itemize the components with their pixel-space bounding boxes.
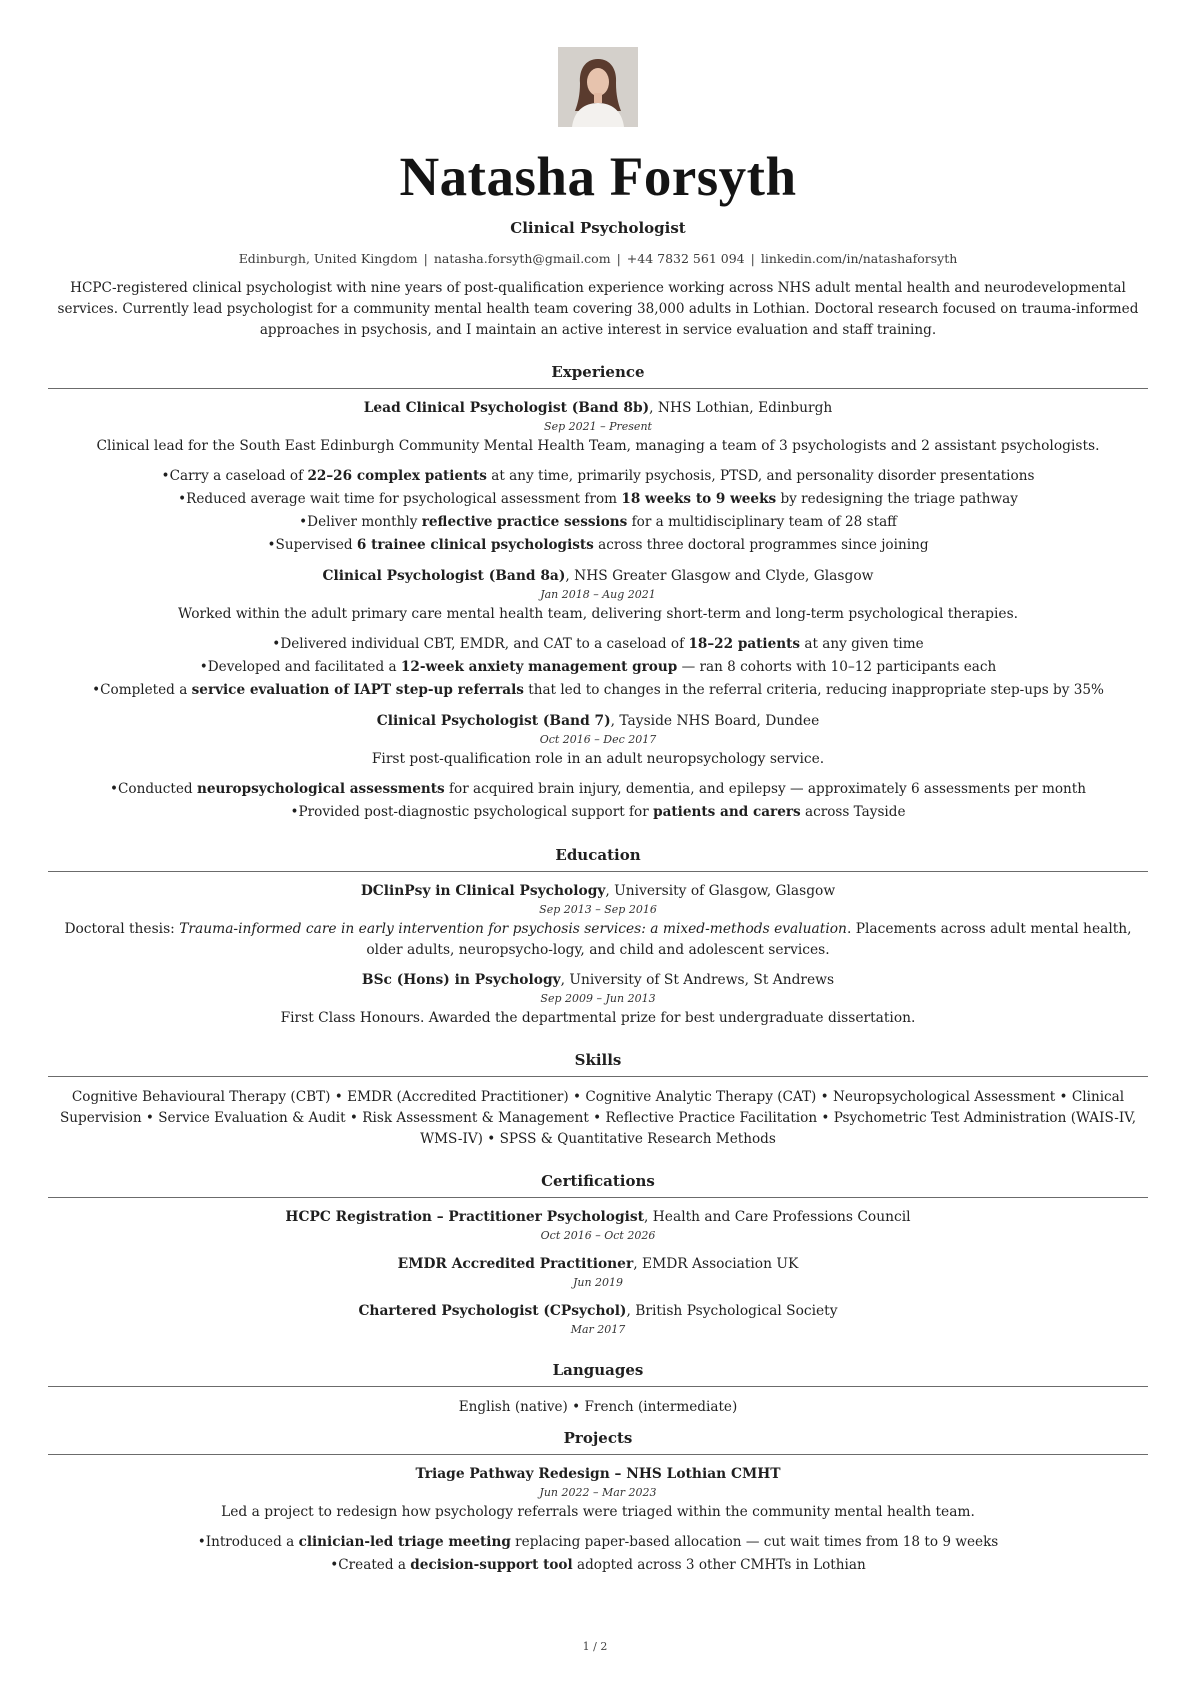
- section-title-experience: Experience: [48, 363, 1148, 389]
- email-link[interactable]: natasha.forsyth@gmail.com: [433, 251, 611, 266]
- job-title: Lead Clinical Psychologist (Band 8b): [363, 400, 650, 416]
- issuer: , Health and Care Professions Council: [644, 1209, 911, 1225]
- candidate-name: Natasha Forsyth: [399, 146, 797, 207]
- degree: DClinPsy in Clinical Psychology: [360, 883, 606, 899]
- education-entry: [48, 971, 1148, 1029]
- bullet-list: [48, 778, 1148, 824]
- skills-list: Cognitive Behavioural Therapy (CBT) • EMDR (Accredited Practitioner) • Cognitive Analytic Therapy (CAT) • Neuropsychological Assessment • Clinical Supervision • Service Evaluation & Audit • Risk Assessment & Management • Reflective Practice Facilitation • Psychometric Test Administration (WAIS-IV, WMS-IV) • SPSS & Quantitative Research Methods: [59, 1089, 1137, 1147]
- experience-entry: [48, 567, 1148, 702]
- section-title-education: Education: [48, 846, 1148, 872]
- bullet-list: [48, 465, 1148, 557]
- employer: , NHS Greater Glasgow and Clyde, Glasgow: [565, 568, 874, 584]
- section-title-languages: Languages: [48, 1361, 1148, 1387]
- certification-title: Chartered Psychologist (CPsychol): [358, 1303, 627, 1319]
- entry-description: First Class Honours. Awarded the departmental prize for best undergraduate dissertation.: [280, 1010, 916, 1026]
- separator: |: [616, 251, 621, 266]
- entry-heading: [48, 712, 1148, 731]
- degree: BSc (Hons) in Psychology: [361, 972, 561, 988]
- entry-heading: [48, 399, 1148, 418]
- person-portrait-icon: [558, 47, 638, 127]
- certification-entry: [48, 1208, 1148, 1245]
- bullet-item: • Deliver monthly reflective practice sessions for a multidisciplinary team of 28 staff: [48, 511, 1148, 534]
- entry-date: Oct 2016 – Oct 2026: [540, 1229, 656, 1242]
- section-title-skills: Skills: [48, 1051, 1148, 1077]
- certification-entry: [48, 1255, 1148, 1292]
- entry-date: Sep 2009 – Jun 2013: [540, 992, 656, 1005]
- entry-date: Jan 2018 – Aug 2021: [540, 588, 656, 601]
- entry-heading: [48, 1465, 1148, 1484]
- bullet-item: • Carry a caseload of 22–26 complex patients at any time, primarily psychosis, PTSD, and personality disorder presentations: [48, 465, 1148, 488]
- entry-heading: [48, 1255, 1148, 1274]
- project-entry: [48, 1465, 1148, 1577]
- bullet-item: • Conducted neuropsychological assessments for acquired brain injury, dementia, and epilepsy — approximately 6 assessments per month: [48, 778, 1148, 801]
- phone: +44 7832 561 094: [626, 251, 745, 266]
- entry-heading: [48, 971, 1148, 990]
- bullet-item: • Provided post-diagnostic psychological support for patients and carers across Tayside: [48, 801, 1148, 824]
- bullet-item: • Reduced average wait time for psychological assessment from 18 weeks to 9 weeks by redesigning the triage pathway: [48, 488, 1148, 511]
- bullet-item: • Developed and facilitated a 12-week anxiety management group — ran 8 cohorts with 10–12 participants each: [48, 656, 1148, 679]
- job-title: Clinical Psychologist (Band 8a): [322, 568, 566, 584]
- entry-description: First post-qualification role in an adult neuropsychology service.: [371, 751, 825, 767]
- certification-entry: [48, 1302, 1148, 1339]
- job-title: Clinical Psychologist (Band 7): [376, 713, 611, 729]
- page-number: 1 / 2: [582, 1640, 608, 1653]
- education-entry: [48, 882, 1148, 961]
- entry-date: Sep 2013 – Sep 2016: [539, 903, 657, 916]
- entry-date: Jun 2019: [572, 1276, 624, 1289]
- issuer: , British Psychological Society: [626, 1303, 838, 1319]
- bullet-list: [48, 633, 1148, 702]
- resume-page: [48, 47, 1148, 1577]
- institution: , University of St Andrews, St Andrews: [560, 972, 835, 988]
- thesis-title: Trauma-informed care in early intervention for psychosis services: a mixed-methods evaluation: [179, 921, 847, 937]
- certification-title: HCPC Registration – Practitioner Psychologist: [285, 1209, 644, 1225]
- project-title: Triage Pathway Redesign – NHS Lothian CMHT: [415, 1466, 781, 1482]
- employer: , Tayside NHS Board, Dundee: [610, 713, 820, 729]
- employer: , NHS Lothian, Edinburgh: [649, 400, 833, 416]
- bullet-item: • Delivered individual CBT, EMDR, and CAT to a caseload of 18–22 patients at any given time: [48, 633, 1148, 656]
- entry-date: Mar 2017: [570, 1323, 626, 1336]
- summary: HCPC-registered clinical psychologist with nine years of post-qualification experience working across NHS adult mental health and neurodevelopmental services. Currently lead psychologist for a community mental health team covering 38,000 adults in Lothian. Doctoral research focused on trauma-informed approaches in psychosis, and I maintain an active interest in service evaluation and staff training.: [57, 280, 1139, 338]
- entry-description: Clinical lead for the South East Edinburgh Community Mental Health Team, managing a team of 3 psychologists and 2 assistant psychologists.: [96, 438, 1100, 454]
- entry-heading: [48, 567, 1148, 586]
- languages-list: English (native) • French (intermediate): [458, 1399, 738, 1415]
- entry-description: Worked within the adult primary care mental health team, delivering short-term and long-term psychological therapies.: [177, 606, 1019, 622]
- location: Edinburgh, United Kingdom: [238, 251, 418, 266]
- entry-heading: [48, 1208, 1148, 1227]
- section-title-projects: Projects: [48, 1429, 1148, 1455]
- entry-date: Jun 2022 – Mar 2023: [539, 1486, 657, 1499]
- linkedin-link[interactable]: linkedin.com/in/natashaforsyth: [760, 251, 958, 266]
- bullet-item: • Completed a service evaluation of IAPT step-up referrals that led to changes in the referral criteria, reducing inappropriate step-ups by 35%: [48, 679, 1148, 702]
- entry-heading: [48, 1302, 1148, 1321]
- bullet-list: [48, 1531, 1148, 1577]
- separator: |: [423, 251, 428, 266]
- separator: |: [750, 251, 755, 266]
- bullet-item: • Supervised 6 trainee clinical psychologists across three doctoral programmes since joining: [48, 534, 1148, 557]
- entry-description: Doctoral thesis: Trauma-informed care in early intervention for psychosis services: a mixed-methods evaluation. Placements across adult mental health, older adults, neuropsycho-logy, and child and adolescent services.: [64, 921, 1132, 958]
- entry-heading: [48, 882, 1148, 901]
- experience-entry: [48, 712, 1148, 824]
- bullet-item: • Introduced a clinician-led triage meeting replacing paper-based allocation — cut wait times from 18 to 9 weeks: [48, 1531, 1148, 1554]
- entry-date: Oct 2016 – Dec 2017: [539, 733, 657, 746]
- entry-description: Led a project to redesign how psychology referrals were triaged within the community mental health team.: [221, 1504, 975, 1520]
- experience-entry: [48, 399, 1148, 557]
- issuer: , EMDR Association UK: [633, 1256, 799, 1272]
- profile-photo: [558, 47, 638, 127]
- bullet-item: • Created a decision-support tool adopted across 3 other CMHTs in Lothian: [48, 1554, 1148, 1577]
- certification-title: EMDR Accredited Practitioner: [397, 1256, 634, 1272]
- institution: , University of Glasgow, Glasgow: [605, 883, 836, 899]
- contact-line: [48, 251, 1148, 266]
- entry-date: Sep 2021 – Present: [544, 420, 652, 433]
- headline: Clinical Psychologist: [510, 219, 686, 237]
- section-title-certifications: Certifications: [48, 1172, 1148, 1198]
